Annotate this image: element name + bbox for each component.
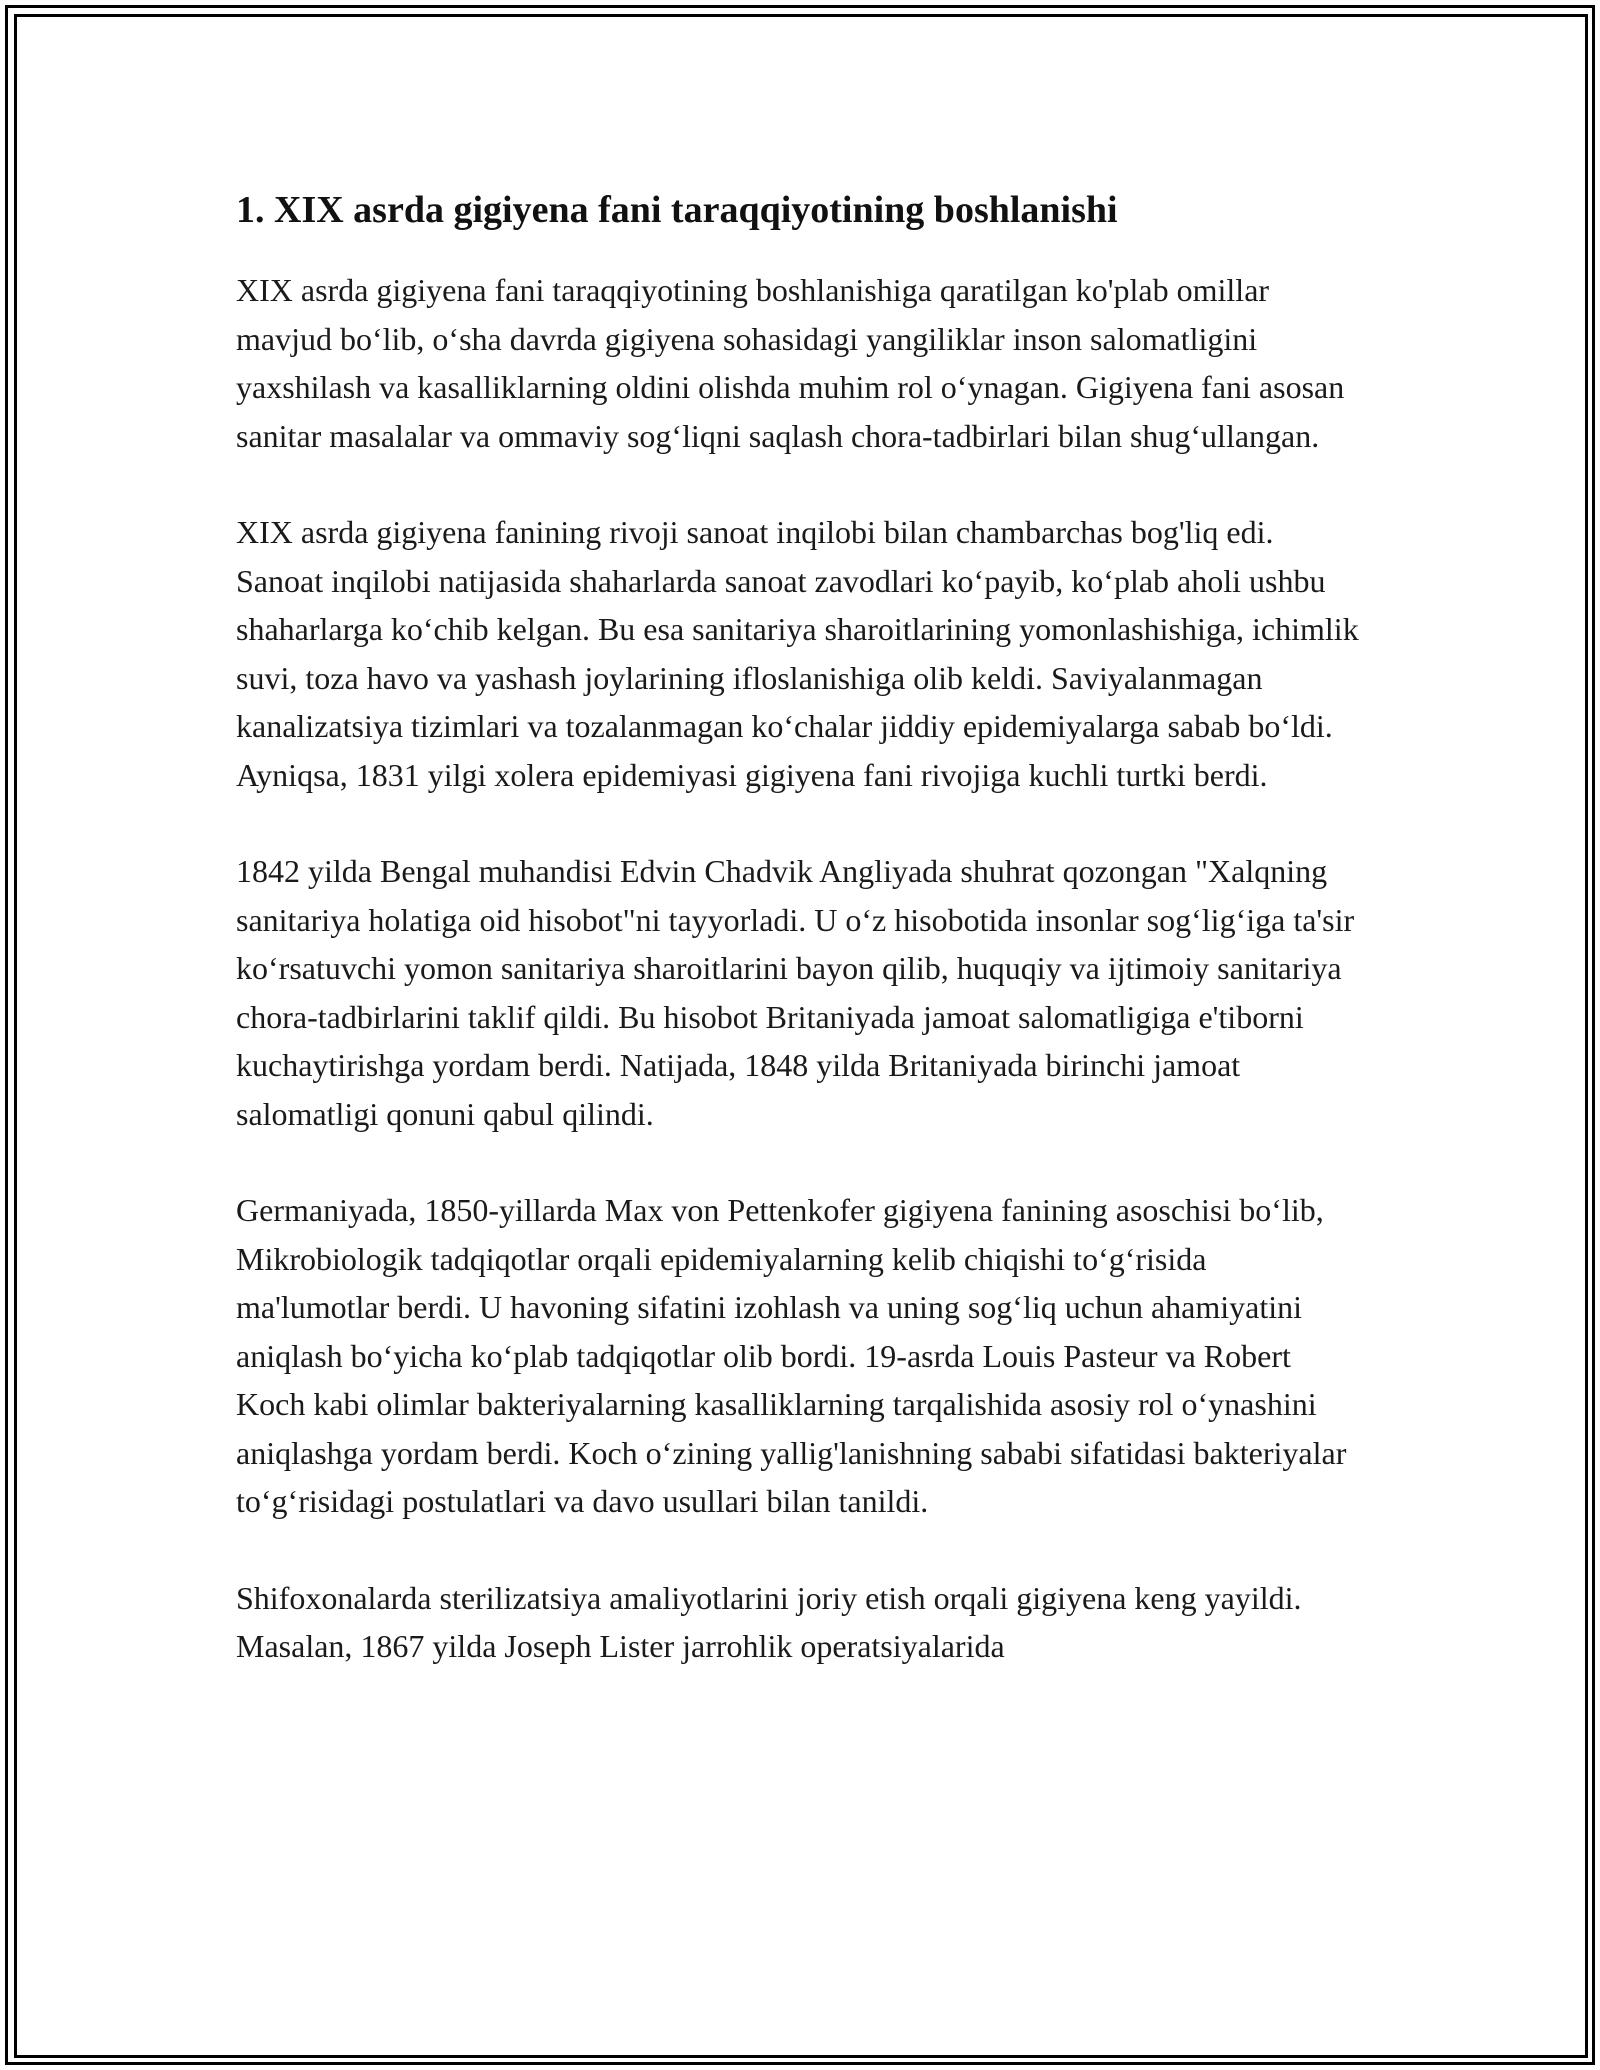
paragraph-3: 1842 yilda Bengal muhandisi Edvin Chadvik Angliyada shuhrat qozongan "Xalqning sanitariya holatiga oid hisobot"ni tayyorladi. U o‘z hisobotida insonlar sog‘lig‘iga ta'sir ko‘rsatuvchi yomon sanitariya sharoitlarini bayon qilib, huquqiy va ijtimoiy sanitariya chora-tadbirlarini taklif qildi. Bu hisobot Britaniyada jamoat salomatligiga e'tiborni kuchaytirishga yordam berdi. Natijada, 1848 yilda Britaniyada birinchi jamoat salomatligi qonuni qabul qilindi. — [236, 853, 1355, 1132]
paragraph-5: Shifoxonalarda sterilizatsiya amaliyotlarini joriy etish orqali gigiyena keng yayildi. Masalan, 1867 yilda Joseph Lister jarrohlik operatsiyalarida — [236, 1579, 1302, 1664]
document-body — [236, 184, 1366, 1671]
paragraph-1: XIX asrda gigiyena fani taraqqiyotining boshlanishiga qaratilgan ko'plab omillar mavjud bo‘lib, o‘sha davrda gigiyena sohasidagi yangiliklar inson salomatligini yaxshilash va kasalliklarning oldini olishda muhim rol o‘ynagan. Gigiyena fani asosan sanitar masalalar va ommaviy sog‘liqni saqlash chora-tadbirlari bilan shug‘ullangan. — [236, 272, 1345, 454]
paragraph-4: Germaniyada, 1850-yillarda Max von Pettenkofer gigiyena fanining asoschisi bo‘lib, Mikrobiologik tadqiqotlar orqali epidemiyalarning kelib chiqishi to‘g‘risida ma'lumotlar berdi. U havoning sifatini izohlash va uning sog‘liq uchun ahamiyatini aniqlash bo‘yicha ko‘plab tadqiqotlar olib bordi. 19-asrda Louis Pasteur va Robert Koch kabi olimlar bakteriyalarning kasalliklarning tarqalishida asosiy rol o‘ynashini aniqlashga yordam berdi. Koch o‘zining yallig'lanishning sababi sifatidasi bakteriyalar to‘g‘risidagi postulatlari va davo usullari bilan tanildi. — [236, 1192, 1347, 1519]
section-heading: 1. XIX asrda gigiyena fani taraqqiyotining boshlanishi — [236, 189, 1118, 231]
paragraph-2: XIX asrda gigiyena fanining rivoji sanoat inqilobi bilan chambarchas bog'liq edi. Sanoat inqilobi natijasida shaharlarda sanoat zavodlari ko‘payib, ko‘plab aholi ushbu shaharlarga ko‘chib kelgan. Bu esa sanitariya sharoitlarining yomonlashishiga, ichimlik suvi, toza havo va yashash joylarining ifloslanishiga olib keldi. Saviyalanmagan kanalizatsiya tizimlari va tozalanmagan ko‘chalar jiddiy epidemiyalarga sabab bo‘ldi. Ayniqsa, 1831 yilgi xolera epidemiyasi gigiyena fani rivojiga kuchli turtki berdi. — [236, 514, 1359, 793]
